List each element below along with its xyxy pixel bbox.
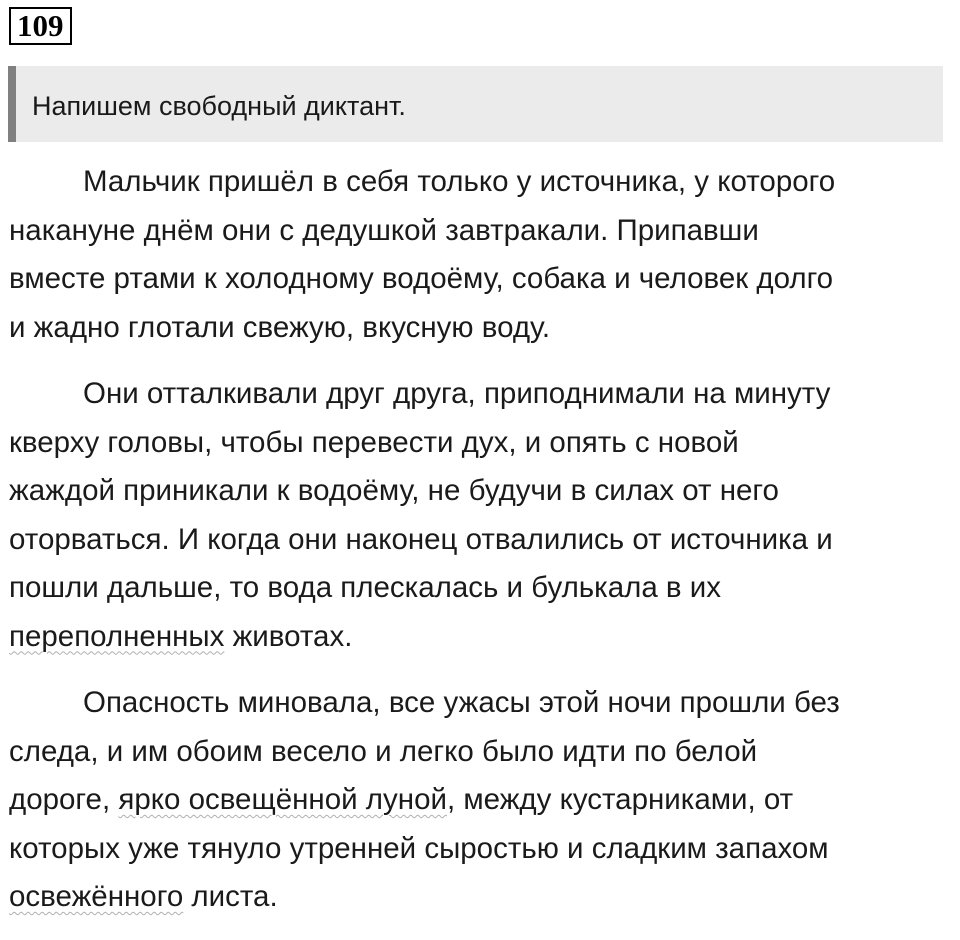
text-line: Мальчик пришёл в себя только у источника, у которого	[83, 165, 836, 198]
text-line: вместе ртами к холодному водоёму, собака и человек долго	[9, 262, 834, 295]
text-line	[9, 613, 957, 662]
paragraph-1	[9, 158, 957, 352]
paragraph-3	[9, 679, 957, 922]
spellcheck-marked-phrase: ярко освещённой луной	[118, 783, 447, 816]
task-instruction-text: Напишем свободный диктант.	[32, 91, 406, 121]
text-line: кверху головы, чтобы перевести дух, и опять с новой	[9, 425, 739, 459]
text-line: следа, и им обоим весело и легко было идти по белой	[9, 734, 758, 768]
text-fragment: листа.	[183, 880, 278, 913]
text-line: которых уже тянуло утренней сыростью и сладким запахом	[9, 831, 829, 865]
text-line	[9, 873, 957, 922]
dictation-text	[9, 158, 957, 940]
paragraph-2	[9, 370, 957, 661]
text-line: Они отталкивали друг друга, приподнимали на минуту	[83, 377, 831, 410]
exercise-number: 109	[9, 7, 72, 45]
task-instruction-bar	[8, 66, 943, 142]
text-fragment: , между кустарниками, от	[446, 783, 794, 816]
spellcheck-marked-word: переполненных	[9, 619, 225, 653]
spellcheck-marked-word: освежённого	[9, 880, 184, 913]
text-line	[9, 776, 957, 825]
text-line: накануне днём они с дедушкой завтракали. Припавши	[9, 213, 759, 247]
text-line: Опасность миновала, все ужасы этой ночи прошли без	[83, 686, 840, 719]
text-line: и жадно глотали свежую, вкусную воду.	[9, 310, 551, 344]
text-line: жаждой приникали к водоёму, не будучи в силах от него	[9, 474, 779, 507]
text-fragment: дороге,	[9, 783, 119, 816]
text-line: оторваться. И когда они наконец отвалились от источника и	[9, 522, 833, 556]
text-fragment: животах.	[224, 619, 353, 653]
text-line: пошли дальше, то вода плескалась и булькала в их	[9, 571, 722, 604]
